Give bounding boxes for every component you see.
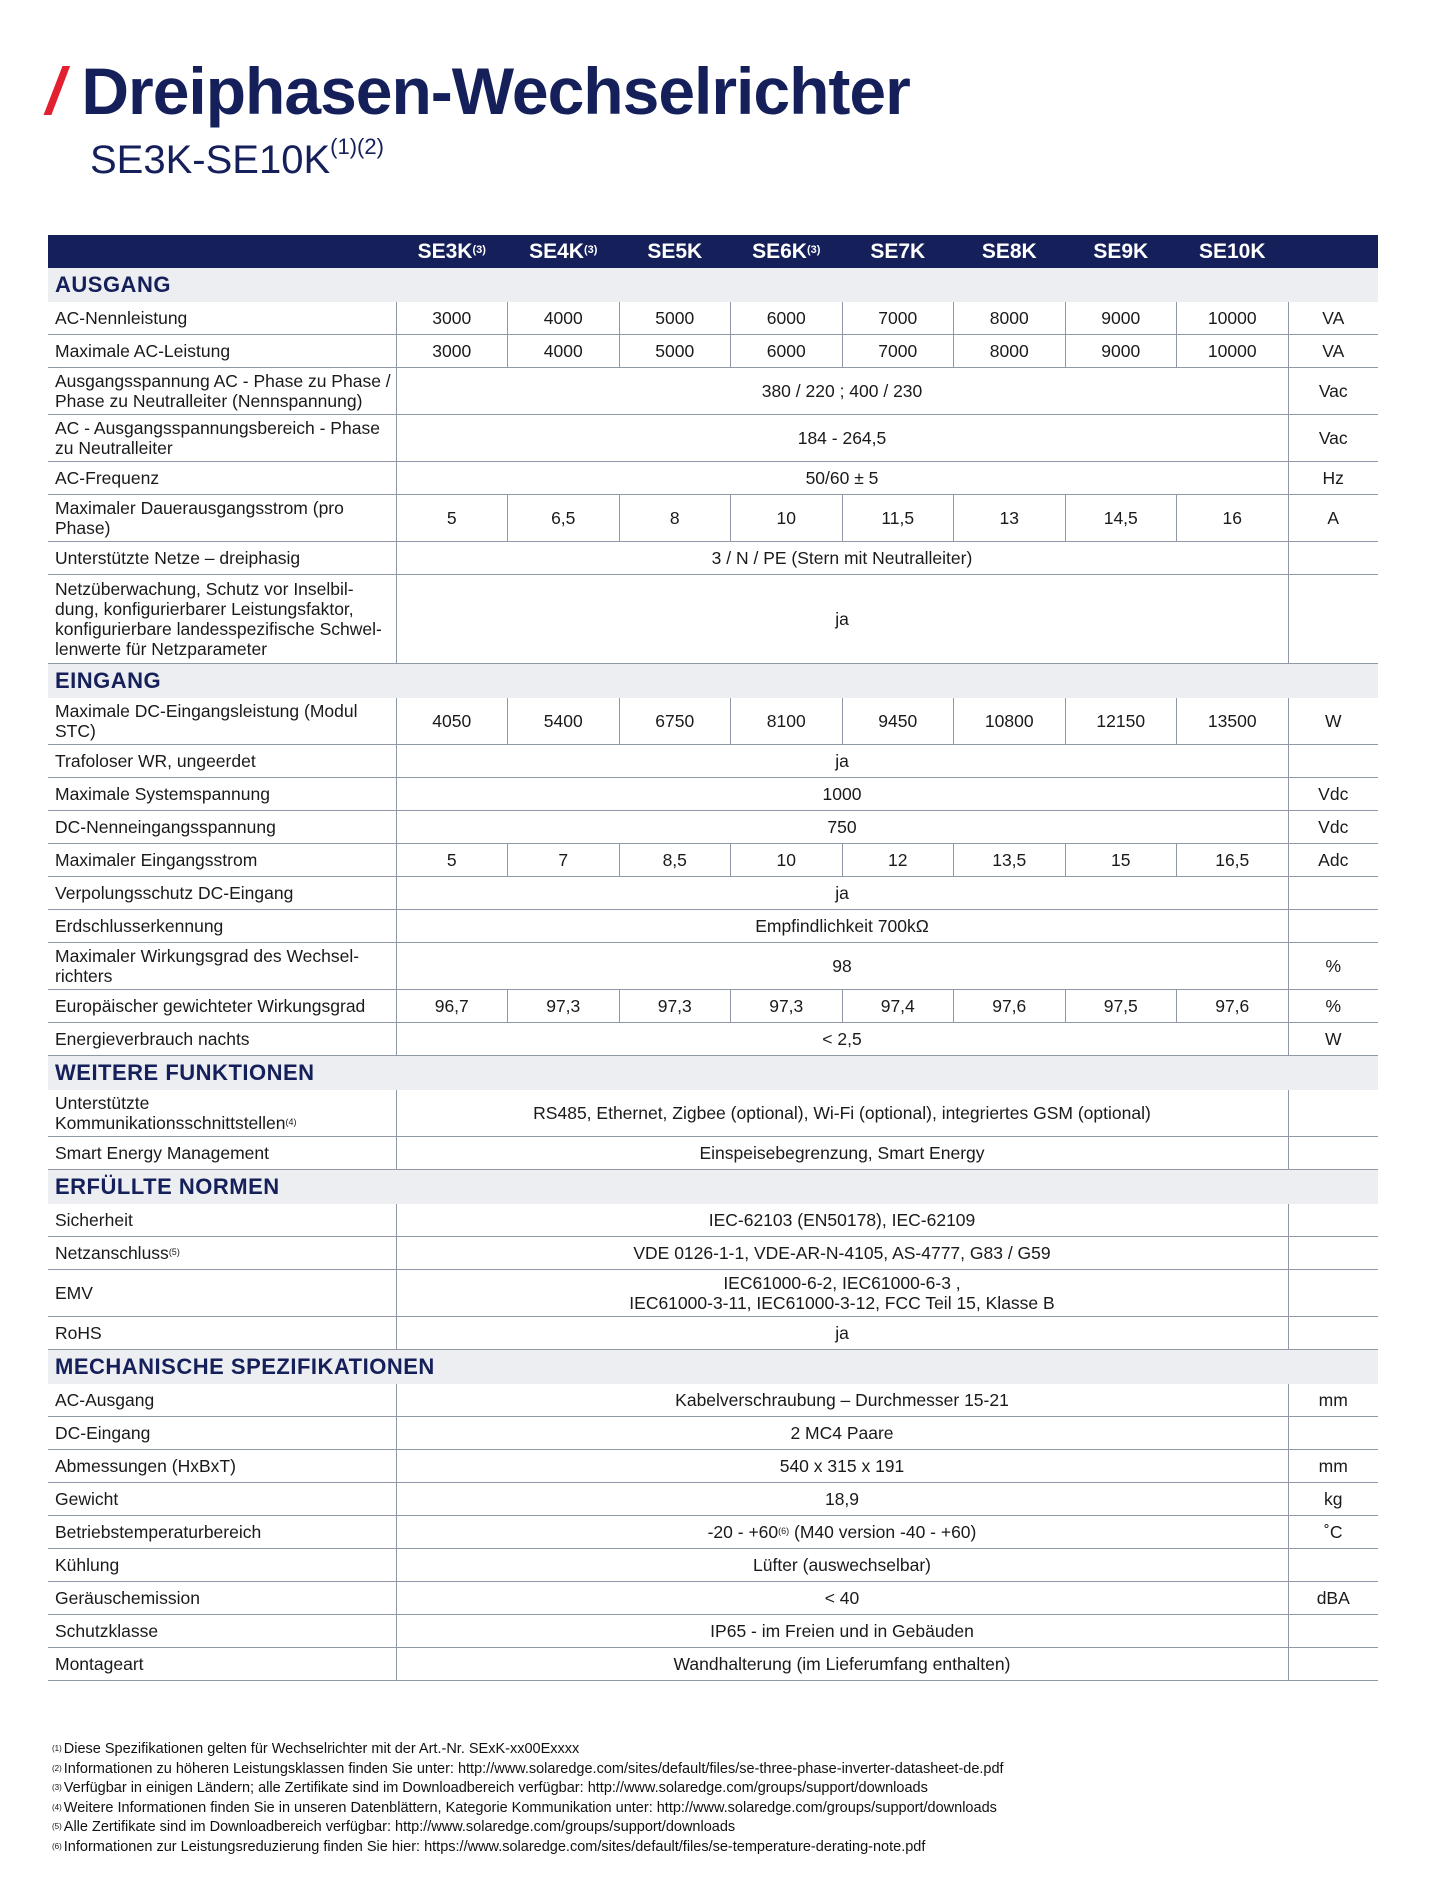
spec-value-merged <box>396 1417 1288 1450</box>
spec-unit <box>1288 910 1378 943</box>
spec-row <box>48 415 1378 462</box>
spec-value: 8,5 <box>619 844 731 877</box>
footnote-number: (4) <box>52 1802 62 1812</box>
spec-unit <box>1288 1549 1378 1582</box>
spec-value-merged <box>396 745 1288 778</box>
spec-label-cell <box>48 844 396 877</box>
spec-row <box>48 811 1378 844</box>
spec-value: 6000 <box>731 302 843 335</box>
spec-row <box>48 1317 1378 1350</box>
footnote-number: (1) <box>52 1744 62 1753</box>
footnote-number: (5) <box>52 1822 62 1831</box>
model-name: SE10K <box>1198 239 1266 263</box>
model-header <box>396 235 508 268</box>
spec-value-merged <box>396 575 1288 664</box>
spec-value-merged <box>396 1237 1288 1270</box>
section-title: ERFÜLLTE NORMEN <box>48 1170 1378 1205</box>
spec-value-merged <box>396 778 1288 811</box>
spec-unit: Hz <box>1288 462 1378 495</box>
value-footnote-ref: (6) <box>778 1526 790 1536</box>
spec-row <box>48 542 1378 575</box>
spec-unit: ˚C <box>1288 1516 1378 1549</box>
spec-value: 7 <box>508 844 620 877</box>
spec-label: Maximaler Eingangsstrom <box>55 850 258 870</box>
model-name: SE4K <box>529 239 584 263</box>
spec-value: 97,6 <box>1177 990 1289 1023</box>
spec-label: Montageart <box>55 1654 144 1674</box>
model-header <box>619 235 731 268</box>
spec-value-merged <box>396 1483 1288 1516</box>
spec-label-cell <box>48 910 396 943</box>
section-header-ausgang <box>48 268 1378 302</box>
spec-row <box>48 1023 1378 1056</box>
footnote <box>52 1760 1004 1780</box>
spec-row <box>48 575 1378 664</box>
spec-value-merged <box>396 1317 1288 1350</box>
spec-unit <box>1288 1648 1378 1681</box>
spec-row <box>48 1483 1378 1516</box>
spec-value: 10000 <box>1177 335 1289 368</box>
spec-row <box>48 368 1378 415</box>
spec-value: 2 MC4 Paare <box>790 1423 894 1443</box>
spec-label-cell <box>48 1204 396 1237</box>
spec-row <box>48 462 1378 495</box>
spec-unit: A <box>1288 495 1378 542</box>
footnote-number: (3) <box>52 1783 62 1792</box>
section-title: MECHANISCHE SPEZIFIKATIONEN <box>48 1350 1378 1385</box>
spec-label: DC-Nenneingangsspannung <box>55 817 276 837</box>
spec-unit: Vdc <box>1288 811 1378 844</box>
spec-label-cell <box>48 542 396 575</box>
spec-label: Netzüberwachung, Schutz vor Inselbil-dung, konfigurierbarer Leistungsfaktor, konfigurierbare landesspezifische Schwel-lenwerte für Netzparameter <box>55 579 382 659</box>
spec-label-cell <box>48 745 396 778</box>
spec-value: 750 <box>827 817 857 837</box>
spec-value: 10 <box>731 495 843 542</box>
footnote <box>52 1740 1004 1760</box>
spec-value: 50/60 ± 5 <box>805 468 879 488</box>
spec-value: 14,5 <box>1065 495 1177 542</box>
spec-row <box>48 1384 1378 1417</box>
spec-unit: dBA <box>1288 1582 1378 1615</box>
spec-row <box>48 910 1378 943</box>
spec-value: 8000 <box>954 302 1066 335</box>
title-slash: / <box>46 54 64 128</box>
footnote <box>52 1838 1004 1858</box>
spec-value: 97,3 <box>731 990 843 1023</box>
spec-value-merged <box>396 1023 1288 1056</box>
spec-label: Europäischer gewichteter Wirkungsgrad <box>55 996 366 1016</box>
spec-value-merged <box>396 1384 1288 1417</box>
spec-label-cell <box>48 1549 396 1582</box>
spec-unit: VA <box>1288 335 1378 368</box>
spec-label-cell <box>48 877 396 910</box>
spec-label: Maximale AC-Leistung <box>55 341 231 361</box>
spec-unit <box>1288 877 1378 910</box>
spec-value-merged <box>396 1582 1288 1615</box>
spec-value: 6,5 <box>508 495 620 542</box>
spec-label: RoHS <box>55 1323 102 1343</box>
spec-row <box>48 1237 1378 1270</box>
spec-row <box>48 335 1378 368</box>
spec-label-cell <box>48 1648 396 1681</box>
spec-unit <box>1288 745 1378 778</box>
label-footnote-ref: (4) <box>285 1117 297 1127</box>
spec-label: AC - Ausgangsspannungsbereich - Phase zu Neutralleiter <box>55 418 380 458</box>
footnote <box>52 1779 1004 1799</box>
spec-label-cell <box>48 1270 396 1317</box>
spec-label: Smart Energy Management <box>55 1143 269 1163</box>
spec-unit <box>1288 575 1378 664</box>
spec-label-cell <box>48 1450 396 1483</box>
spec-value: 7000 <box>842 302 954 335</box>
spec-value: 5000 <box>619 335 731 368</box>
spec-label-cell <box>48 495 396 542</box>
spec-value-merged <box>396 1204 1288 1237</box>
spec-unit: W <box>1288 698 1378 745</box>
spec-value-merged <box>396 1549 1288 1582</box>
footnote <box>52 1818 1004 1838</box>
spec-value-merged <box>396 1270 1288 1317</box>
spec-value-line2: IEC61000-3-11, IEC61000-3-12, FCC Teil 15, Klasse B <box>629 1293 1055 1313</box>
footnote-text: Informationen zur Leistungsreduzierung finden Sie hier: https://www.solaredge.com/sites/default/files/se-temperature-derating-note.pdf <box>63 1838 926 1855</box>
model-name: SE8K <box>981 239 1037 263</box>
spec-label: AC-Frequenz <box>55 468 160 488</box>
spec-value: 98 <box>832 956 852 976</box>
spec-label-cell <box>48 1483 396 1516</box>
spec-value: 12150 <box>1065 698 1177 745</box>
spec-value: 540 x 315 x 191 <box>779 1456 905 1476</box>
spec-row <box>48 778 1378 811</box>
spec-unit: VA <box>1288 302 1378 335</box>
spec-unit: Adc <box>1288 844 1378 877</box>
spec-unit: W <box>1288 1023 1378 1056</box>
page-title <box>46 54 910 128</box>
spec-label-cell <box>48 1516 396 1549</box>
spec-unit <box>1288 1317 1378 1350</box>
spec-label: Geräuschemission <box>55 1588 200 1608</box>
spec-label-cell <box>48 778 396 811</box>
spec-label-cell <box>48 1417 396 1450</box>
spec-label: Energieverbrauch nachts <box>55 1029 250 1049</box>
spec-row <box>48 1137 1378 1170</box>
spec-label: Schutzklasse <box>55 1621 159 1641</box>
footnote-number: (6) <box>52 1841 62 1851</box>
spec-value: ja <box>835 751 849 771</box>
spec-row <box>48 1549 1378 1582</box>
spec-label-cell <box>48 698 396 745</box>
subtitle-footnote-ref: (1)(2) <box>330 134 384 159</box>
spec-label: Trafoloser WR, ungeerdet <box>55 751 256 771</box>
spec-value: 9000 <box>1065 335 1177 368</box>
spec-label: Maximale Systemspannung <box>55 784 270 804</box>
spec-label: DC-Eingang <box>55 1423 151 1443</box>
spec-label: AC-Nennleistung <box>55 308 188 328</box>
spec-unit <box>1288 1615 1378 1648</box>
section-header-weitere <box>48 1056 1378 1091</box>
spec-value: < 40 <box>824 1588 860 1608</box>
footnote-number: (2) <box>52 1763 62 1773</box>
spec-label-cell <box>48 1615 396 1648</box>
spec-value: 5400 <box>508 698 620 745</box>
spec-value: ja <box>835 883 849 903</box>
spec-unit <box>1288 1270 1378 1317</box>
spec-label: Unterstützte Kommunikationsschnittstellen <box>55 1093 286 1133</box>
spec-value: 5 <box>396 495 508 542</box>
spec-row <box>48 1648 1378 1681</box>
spec-label: Verpolungsschutz DC-Eingang <box>55 883 294 903</box>
spec-value-merged <box>396 943 1288 990</box>
model-name: SE9K <box>1093 239 1149 263</box>
spec-label: Maximaler Dauerausgangsstrom (pro Phase) <box>55 498 344 538</box>
spec-value: 97,6 <box>954 990 1066 1023</box>
spec-value-merged <box>396 1450 1288 1483</box>
spec-label-cell <box>48 811 396 844</box>
spec-label-cell <box>48 575 396 664</box>
model-name: SE6K <box>752 239 807 263</box>
spec-value: 97,3 <box>508 990 620 1023</box>
spec-value: IP65 - im Freien und in Gebäuden <box>710 1621 974 1641</box>
spec-value: 18,9 <box>824 1489 860 1509</box>
spec-label-cell <box>48 1237 396 1270</box>
spec-unit <box>1288 1237 1378 1270</box>
section-header-eingang <box>48 664 1378 699</box>
footnote-text: Alle Zertifikate sind im Downloadbereich verfügbar: http://www.solaredge.com/groups/support/downloads <box>63 1819 736 1835</box>
spec-row <box>48 495 1378 542</box>
spec-label-cell <box>48 368 396 415</box>
spec-label-cell <box>48 415 396 462</box>
spec-value: 4000 <box>508 302 620 335</box>
spec-value: IEC61000-6-2, IEC61000-6-3 , <box>723 1273 961 1293</box>
spec-row <box>48 1204 1378 1237</box>
model-header-row <box>48 235 1378 268</box>
spec-label: EMV <box>55 1283 93 1303</box>
spec-value: 15 <box>1065 844 1177 877</box>
footnotes <box>52 1740 1004 1857</box>
spec-value: 8 <box>619 495 731 542</box>
spec-value: 4000 <box>508 335 620 368</box>
spec-row <box>48 1582 1378 1615</box>
spec-label-cell <box>48 1582 396 1615</box>
spec-value: 4050 <box>396 698 508 745</box>
spec-label: Maximale DC-Eingangsleistung (Modul STC) <box>55 701 358 741</box>
spec-value-merged <box>396 368 1288 415</box>
spec-value: Lüfter (auswechselbar) <box>753 1555 931 1575</box>
spec-unit: Vac <box>1288 415 1378 462</box>
spec-label: Maximaler Wirkungsgrad des Wechsel-richters <box>55 946 360 986</box>
spec-value-merged <box>396 1615 1288 1648</box>
section-header-normen <box>48 1170 1378 1205</box>
spec-value: 5000 <box>619 302 731 335</box>
spec-value: 380 / 220 ; 400 / 230 <box>761 381 923 401</box>
spec-value: 97,5 <box>1065 990 1177 1023</box>
model-header <box>954 235 1066 268</box>
spec-value: 96,7 <box>396 990 508 1023</box>
section-title: EINGANG <box>48 664 1378 699</box>
spec-label-cell <box>48 335 396 368</box>
spec-value-merged <box>396 877 1288 910</box>
model-header <box>1177 235 1289 268</box>
spec-row <box>48 943 1378 990</box>
spec-label: Gewicht <box>55 1489 119 1509</box>
spec-label-cell <box>48 990 396 1023</box>
model-footnote-ref: (3) <box>583 243 598 256</box>
spec-label-cell <box>48 1090 396 1137</box>
spec-label: Erdschlusserkennung <box>55 916 224 936</box>
spec-value-merged <box>396 811 1288 844</box>
footnote <box>52 1799 1004 1819</box>
spec-label-cell <box>48 943 396 990</box>
spec-row <box>48 745 1378 778</box>
spec-value: 8100 <box>731 698 843 745</box>
spec-value: 9000 <box>1065 302 1177 335</box>
spec-value: 9450 <box>842 698 954 745</box>
footnote-text: Informationen zu höheren Leistungsklassen finden Sie unter: http://www.solaredge.com/sites/default/files/se-three-phase-inverter-datasheet-de.pdf <box>63 1760 1004 1777</box>
spec-label: AC-Ausgang <box>55 1390 155 1410</box>
spec-table <box>48 235 1378 1681</box>
spec-value: 10800 <box>954 698 1066 745</box>
spec-value: 13500 <box>1177 698 1289 745</box>
spec-value: VDE 0126-1-1, VDE-AR-N-4105, AS-4777, G83 / G59 <box>633 1243 1051 1263</box>
spec-label: Ausgangsspannung AC - Phase zu Phase / Phase zu Neutralleiter (Nennspannung) <box>55 371 391 411</box>
title-text: Dreiphasen-Wechselrichter <box>81 54 910 128</box>
spec-value-merged <box>396 542 1288 575</box>
spec-value: ja <box>835 609 849 629</box>
spec-value: 16 <box>1177 495 1289 542</box>
spec-value: 3 / N / PE (Stern mit Neutralleiter) <box>711 548 973 568</box>
model-footnote-ref: (3) <box>472 243 486 256</box>
spec-label: Netzanschluss <box>55 1243 169 1263</box>
spec-value-merged <box>396 462 1288 495</box>
label-footnote-ref: (5) <box>168 1247 180 1257</box>
spec-row <box>48 1450 1378 1483</box>
spec-value: RS485, Ethernet, Zigbee (optional), Wi-Fi (optional), integriertes GSM (optional) <box>533 1103 1151 1123</box>
header-blank <box>48 235 396 268</box>
spec-row <box>48 1516 1378 1549</box>
spec-value: IEC-62103 (EN50178), IEC-62109 <box>708 1210 976 1230</box>
spec-value: 7000 <box>842 335 954 368</box>
spec-row <box>48 1270 1378 1317</box>
footnote-text: Verfügbar in einigen Ländern; alle Zertifikate sind im Downloadbereich verfügbar: http://www.solaredge.com/groups/support/downloads <box>63 1780 928 1796</box>
spec-value: 184 - 264,5 <box>797 428 887 448</box>
spec-label-cell <box>48 1384 396 1417</box>
spec-label-cell <box>48 1317 396 1350</box>
spec-value: 6750 <box>619 698 731 745</box>
spec-value: 8000 <box>954 335 1066 368</box>
spec-label: Abmessungen (HxBxT) <box>55 1456 236 1476</box>
spec-value-merged <box>396 1090 1288 1137</box>
spec-label: Betriebstemperaturbereich <box>55 1522 262 1542</box>
spec-value: 13 <box>954 495 1066 542</box>
spec-value: 3000 <box>396 302 508 335</box>
spec-value: -20 - +60 <box>707 1522 779 1542</box>
spec-value: 97,3 <box>619 990 731 1023</box>
spec-value-merged <box>396 1648 1288 1681</box>
spec-label: Unterstützte Netze – dreiphasig <box>55 548 301 568</box>
spec-label-cell <box>48 1137 396 1170</box>
model-header <box>1065 235 1177 268</box>
spec-unit <box>1288 1204 1378 1237</box>
spec-value-merged <box>396 910 1288 943</box>
model-header <box>731 235 843 268</box>
header-blank <box>1288 235 1378 268</box>
footnote-text: Weitere Informationen finden Sie in unseren Datenblättern, Kategorie Kommunikation unter: http://www.solaredge.com/groups/support/downloads <box>63 1799 997 1816</box>
spec-unit <box>1288 1090 1378 1137</box>
spec-value: < 2,5 <box>822 1029 862 1049</box>
spec-label: Sicherheit <box>55 1210 133 1230</box>
spec-value: Kabelverschraubung – Durchmesser 15-21 <box>675 1390 1009 1410</box>
spec-value: 13,5 <box>954 844 1066 877</box>
spec-unit <box>1288 542 1378 575</box>
spec-value: 1000 <box>822 784 862 804</box>
spec-label-cell <box>48 1023 396 1056</box>
spec-label-cell <box>48 462 396 495</box>
spec-label-cell <box>48 302 396 335</box>
spec-unit: mm <box>1288 1384 1378 1417</box>
spec-row <box>48 1090 1378 1137</box>
section-title: AUSGANG <box>48 268 1378 302</box>
spec-value: 3000 <box>396 335 508 368</box>
spec-value: Empfindlichkeit 700kΩ <box>755 916 929 936</box>
spec-unit: Vdc <box>1288 778 1378 811</box>
spec-value: 12 <box>842 844 954 877</box>
spec-row <box>48 1417 1378 1450</box>
spec-value-suffix: (M40 version -40 - +60) <box>789 1522 977 1542</box>
subtitle-text: SE3K-SE10K <box>90 138 331 182</box>
model-name: SE5K <box>647 239 703 263</box>
spec-value: 97,4 <box>842 990 954 1023</box>
spec-unit: % <box>1288 943 1378 990</box>
spec-row <box>48 877 1378 910</box>
section-title: WEITERE FUNKTIONEN <box>48 1056 1378 1091</box>
spec-row <box>48 990 1378 1023</box>
spec-value: 10 <box>731 844 843 877</box>
spec-value: 5 <box>396 844 508 877</box>
model-header <box>508 235 620 268</box>
spec-row <box>48 698 1378 745</box>
spec-value: Wandhalterung (im Lieferumfang enthalten) <box>673 1654 1011 1674</box>
spec-value: 6000 <box>731 335 843 368</box>
spec-unit <box>1288 1417 1378 1450</box>
section-header-mechanisch <box>48 1350 1378 1385</box>
spec-unit: mm <box>1288 1450 1378 1483</box>
spec-value: 11,5 <box>842 495 954 542</box>
spec-value-merged <box>396 1137 1288 1170</box>
spec-value: 16,5 <box>1177 844 1289 877</box>
spec-row <box>48 1615 1378 1648</box>
model-name: SE3K <box>417 239 473 263</box>
model-name: SE7K <box>870 239 926 263</box>
page-subtitle <box>90 134 384 182</box>
spec-unit <box>1288 1137 1378 1170</box>
spec-value-merged <box>396 1516 1288 1549</box>
spec-unit: % <box>1288 990 1378 1023</box>
spec-row <box>48 844 1378 877</box>
spec-value: 10000 <box>1177 302 1289 335</box>
footnote-text: Diese Spezifikationen gelten für Wechselrichter mit der Art.-Nr. SExK-xx00Exxxx <box>63 1741 580 1757</box>
spec-row <box>48 302 1378 335</box>
spec-value-merged <box>396 415 1288 462</box>
spec-unit: Vac <box>1288 368 1378 415</box>
spec-unit: kg <box>1288 1483 1378 1516</box>
model-header <box>842 235 954 268</box>
model-footnote-ref: (3) <box>806 243 821 256</box>
spec-value: Einspeisebegrenzung, Smart Energy <box>699 1143 985 1163</box>
spec-label: Kühlung <box>55 1555 120 1575</box>
spec-value: ja <box>835 1323 849 1343</box>
